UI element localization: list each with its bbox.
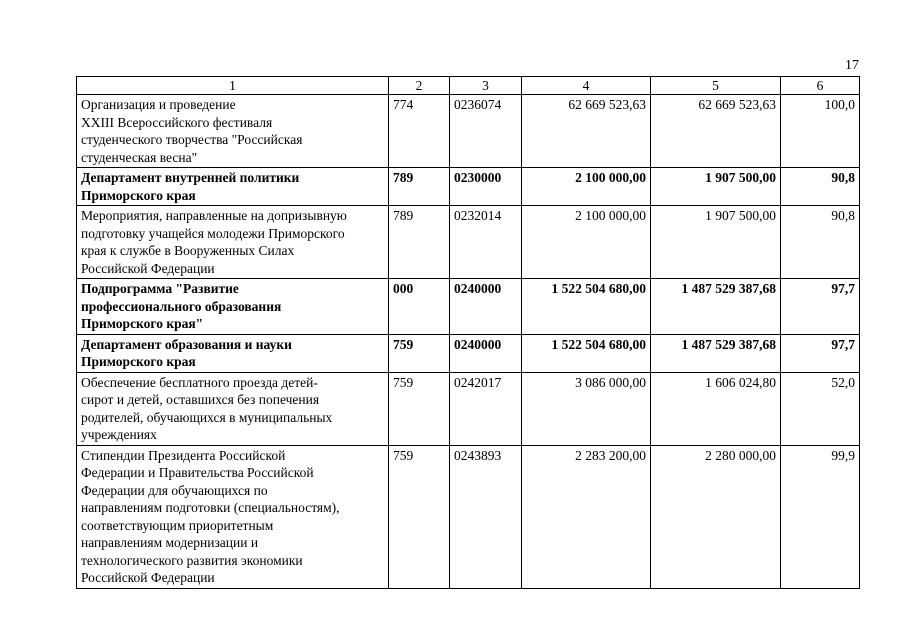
row-fact-amount: 2 280 000,00	[651, 445, 781, 588]
row-name-line: Подпрограмма "Развитие	[81, 281, 239, 296]
row-target-code: 0240000	[450, 334, 522, 372]
row-name-line: подготовку учащейся молодежи Приморского	[81, 225, 345, 241]
table-row	[77, 168, 860, 206]
row-name-cell	[77, 445, 389, 588]
row-plan-amount: 62 669 523,63	[522, 95, 651, 168]
row-name-line: технологического развития экономики	[81, 552, 303, 568]
row-plan-amount: 2 100 000,00	[522, 168, 651, 206]
table-row	[77, 372, 860, 445]
row-target-code: 0242017	[450, 372, 522, 445]
row-name-line: соответствующим приоритетным	[81, 517, 274, 533]
row-name-line: родителей, обучающихся в муниципальных	[81, 409, 333, 425]
table-row	[77, 206, 860, 279]
row-target-code: 0236074	[450, 95, 522, 168]
row-name-line: Мероприятия, направленные на допризывную	[81, 208, 347, 223]
row-percent: 100,0	[781, 95, 860, 168]
row-admin-code: 759	[389, 334, 450, 372]
row-name-cell	[77, 206, 389, 279]
table-row	[77, 334, 860, 372]
row-name-cell	[77, 168, 389, 206]
row-name-line: Стипендии Президента Российской	[81, 447, 286, 463]
row-fact-amount: 1 606 024,80	[651, 372, 781, 445]
row-name-line: Департамент образования и науки	[81, 336, 292, 352]
row-plan-amount: 2 100 000,00	[522, 206, 651, 279]
row-admin-code: 789	[389, 206, 450, 279]
row-name-cell	[77, 334, 389, 372]
table-body	[77, 95, 860, 589]
header-col-2: 2	[389, 77, 450, 95]
row-name-line: Организация и проведение	[81, 97, 236, 112]
budget-table	[76, 76, 860, 589]
row-plan-amount: 3 086 000,00	[522, 372, 651, 445]
page-number: 17	[845, 58, 859, 73]
row-name-line: сирот и детей, оставшихся без попечения	[81, 392, 320, 407]
row-percent: 97,7	[781, 279, 860, 335]
row-percent: 90,8	[781, 168, 860, 206]
row-percent: 90,8	[781, 206, 860, 279]
row-name-cell	[77, 95, 389, 168]
row-name-line: Обеспечение бесплатного проезда детей-	[81, 374, 318, 390]
row-target-code: 0230000	[450, 168, 522, 206]
row-name-cell	[77, 372, 389, 445]
row-name-line: Приморского края	[81, 187, 196, 203]
row-plan-amount: 2 283 200,00	[522, 445, 651, 588]
row-plan-amount: 1 522 504 680,00	[522, 279, 651, 335]
row-admin-code: 759	[389, 445, 450, 588]
row-name-line: Департамент внутренней политики	[81, 170, 300, 185]
row-fact-amount: 1 487 529 387,68	[651, 279, 781, 335]
row-name-line: направлениям модернизации и	[81, 535, 259, 550]
header-col-1: 1	[77, 77, 389, 95]
row-name-line: Федерации для обучающихся по	[81, 482, 268, 498]
row-target-code: 0243893	[450, 445, 522, 588]
row-name-line: студенческая весна"	[81, 149, 198, 165]
header-col-5: 5	[651, 77, 781, 95]
row-name-line: Федерации и Правительства Российской	[81, 465, 314, 480]
row-name-line: направлениям подготовки (специальностям),	[81, 500, 340, 515]
row-name-line: Российской Федерации	[81, 260, 215, 276]
row-target-code: 0240000	[450, 279, 522, 335]
table-row	[77, 279, 860, 335]
row-name-line: Приморского края"	[81, 316, 204, 331]
row-admin-code: 774	[389, 95, 450, 168]
row-name-line: студенческого творчества "Российская	[81, 132, 303, 147]
row-fact-amount: 1 907 500,00	[651, 168, 781, 206]
table-row	[77, 445, 860, 588]
row-name-line: Приморского края	[81, 354, 196, 369]
row-name-line: XXIII Всероссийского фестиваля	[81, 114, 273, 130]
header-col-6: 6	[781, 77, 860, 95]
row-admin-code: 759	[389, 372, 450, 445]
header-row	[77, 77, 860, 95]
row-percent: 99,9	[781, 445, 860, 588]
row-name-line: Российской Федерации	[81, 570, 215, 585]
row-name-line: учреждениях	[81, 427, 157, 442]
table-row	[77, 95, 860, 168]
header-col-3: 3	[450, 77, 522, 95]
row-plan-amount: 1 522 504 680,00	[522, 334, 651, 372]
row-name-line: профессионального образования	[81, 298, 282, 314]
row-percent: 97,7	[781, 334, 860, 372]
row-fact-amount: 1 907 500,00	[651, 206, 781, 279]
row-name-line: края к службе в Вооруженных Силах	[81, 243, 295, 258]
row-fact-amount: 62 669 523,63	[651, 95, 781, 168]
row-target-code: 0232014	[450, 206, 522, 279]
row-name-cell	[77, 279, 389, 335]
header-col-4: 4	[522, 77, 651, 95]
row-percent: 52,0	[781, 372, 860, 445]
row-admin-code: 789	[389, 168, 450, 206]
row-admin-code: 000	[389, 279, 450, 335]
row-fact-amount: 1 487 529 387,68	[651, 334, 781, 372]
